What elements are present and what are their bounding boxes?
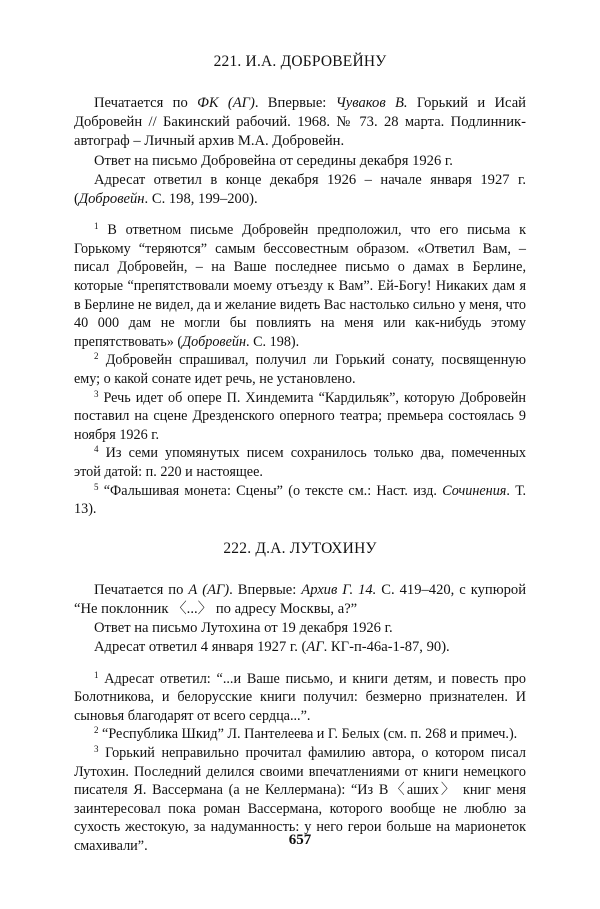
footnote: $^1$ В ответном письме Добровейн предположил, что его письма к Горькому “теряются” самым бессовестным образом. «Ответил Вам, – писал Добровейн, – на Ваше последнее письмо о дамах в Берлине, которые “препятствовали моему отъезду к Вам”. Ей-Богу! Никаких дам я в Берлине не видел, да и желание видеть Вас настолько сильно у меня, что 40 000 дам не могли бы повлиять на меня или как-нибудь этому препятствовать» (Добровейн. С. 198).: [74, 221, 526, 350]
footnote: $^1$ Адресат ответил: “...и Ваше письмо, и книги детям, и повесть про Болотникова, и белорусские книги получил: безмерно признателен. И сыновья благодарят от всего сердца...”.: [74, 669, 526, 724]
publication-info: [74, 581, 526, 658]
footnote: $^3$ Речь идет об опере П. Хиндемита “Кардильяк”, которую Добровейн поставил на сцене Дрезденского оперного театра; премьера состоялась 9 ноября 1926 г.: [74, 388, 526, 443]
publication-info: [74, 94, 526, 209]
source-paragraph: Печатается по А (АГ). Впервые: Архив Г. 14. С. 419–420, с купюрой “Не поклонник 〈...〉 по адресу Москвы, а?”: [74, 581, 526, 617]
reply-paragraph: Ответ на письмо Добровейна от середины декабря 1926 г.: [94, 152, 453, 169]
reply-paragraph: Ответ на письмо Лутохина от 19 декабря 1926 г.: [94, 620, 393, 637]
source-paragraph: Печатается по ФК (АГ). Впервые: Чуваков В. Горький и Исай Добровейн // Бакинский рабочий. 1968. № 73. 28 марта. Подлинник-автограф – Личный архив М.А. Добровейн.: [74, 95, 526, 150]
section-222: [74, 539, 526, 856]
addressee-paragraph: Адресат ответил 4 января 1927 г. (АГ. КГ-п-46а-1-87, 90).: [94, 639, 450, 656]
footnote: $^3$ Горький неправильно прочитал фамилию автора, о котором писал Лутохин. Последний делился своими впечатлениями от книги немецкого писателя Я. Вассермана (а не Келлермана): “Из В〈аших〉 книг меня заинтересовал пока роман Вассермана, которого вообще не люблю за сухость жестокую, за надуманность: у него герои больше на марионеток смахивали”.: [74, 743, 526, 854]
footnote: $^5$ “Фальшивая монета: Сцены” (о тексте см.: Наст. изд. Сочинения. Т. 13).: [74, 481, 526, 518]
footnotes: [74, 670, 526, 856]
section-221: [74, 52, 526, 519]
section-title: 222. Д.А. ЛУТОХИНУ: [223, 539, 377, 557]
addressee-paragraph: Адресат ответил в конце декабря 1926 – начале января 1927 г. (Добровейн. С. 198, 199–200).: [74, 171, 526, 208]
section-title: 221. И.А. ДОБРОВЕЙНУ: [213, 53, 387, 70]
footnote: $^2$ Добровейн спрашивал, получил ли Горький сонату, посвященную ему; о какой сонате идет речь, не установлено.: [74, 351, 526, 387]
footnote: $^4$ Из семи упомянутых писем сохранилось только два, помеченных этой датой: п. 220 и настоящее.: [74, 444, 526, 480]
page-number: 657: [288, 832, 312, 848]
footnotes: [74, 221, 526, 519]
footnote: $^2$ “Республика Шкид” Л. Пантелеева и Г. Белых (см. п. 268 и примеч.).: [94, 725, 518, 743]
